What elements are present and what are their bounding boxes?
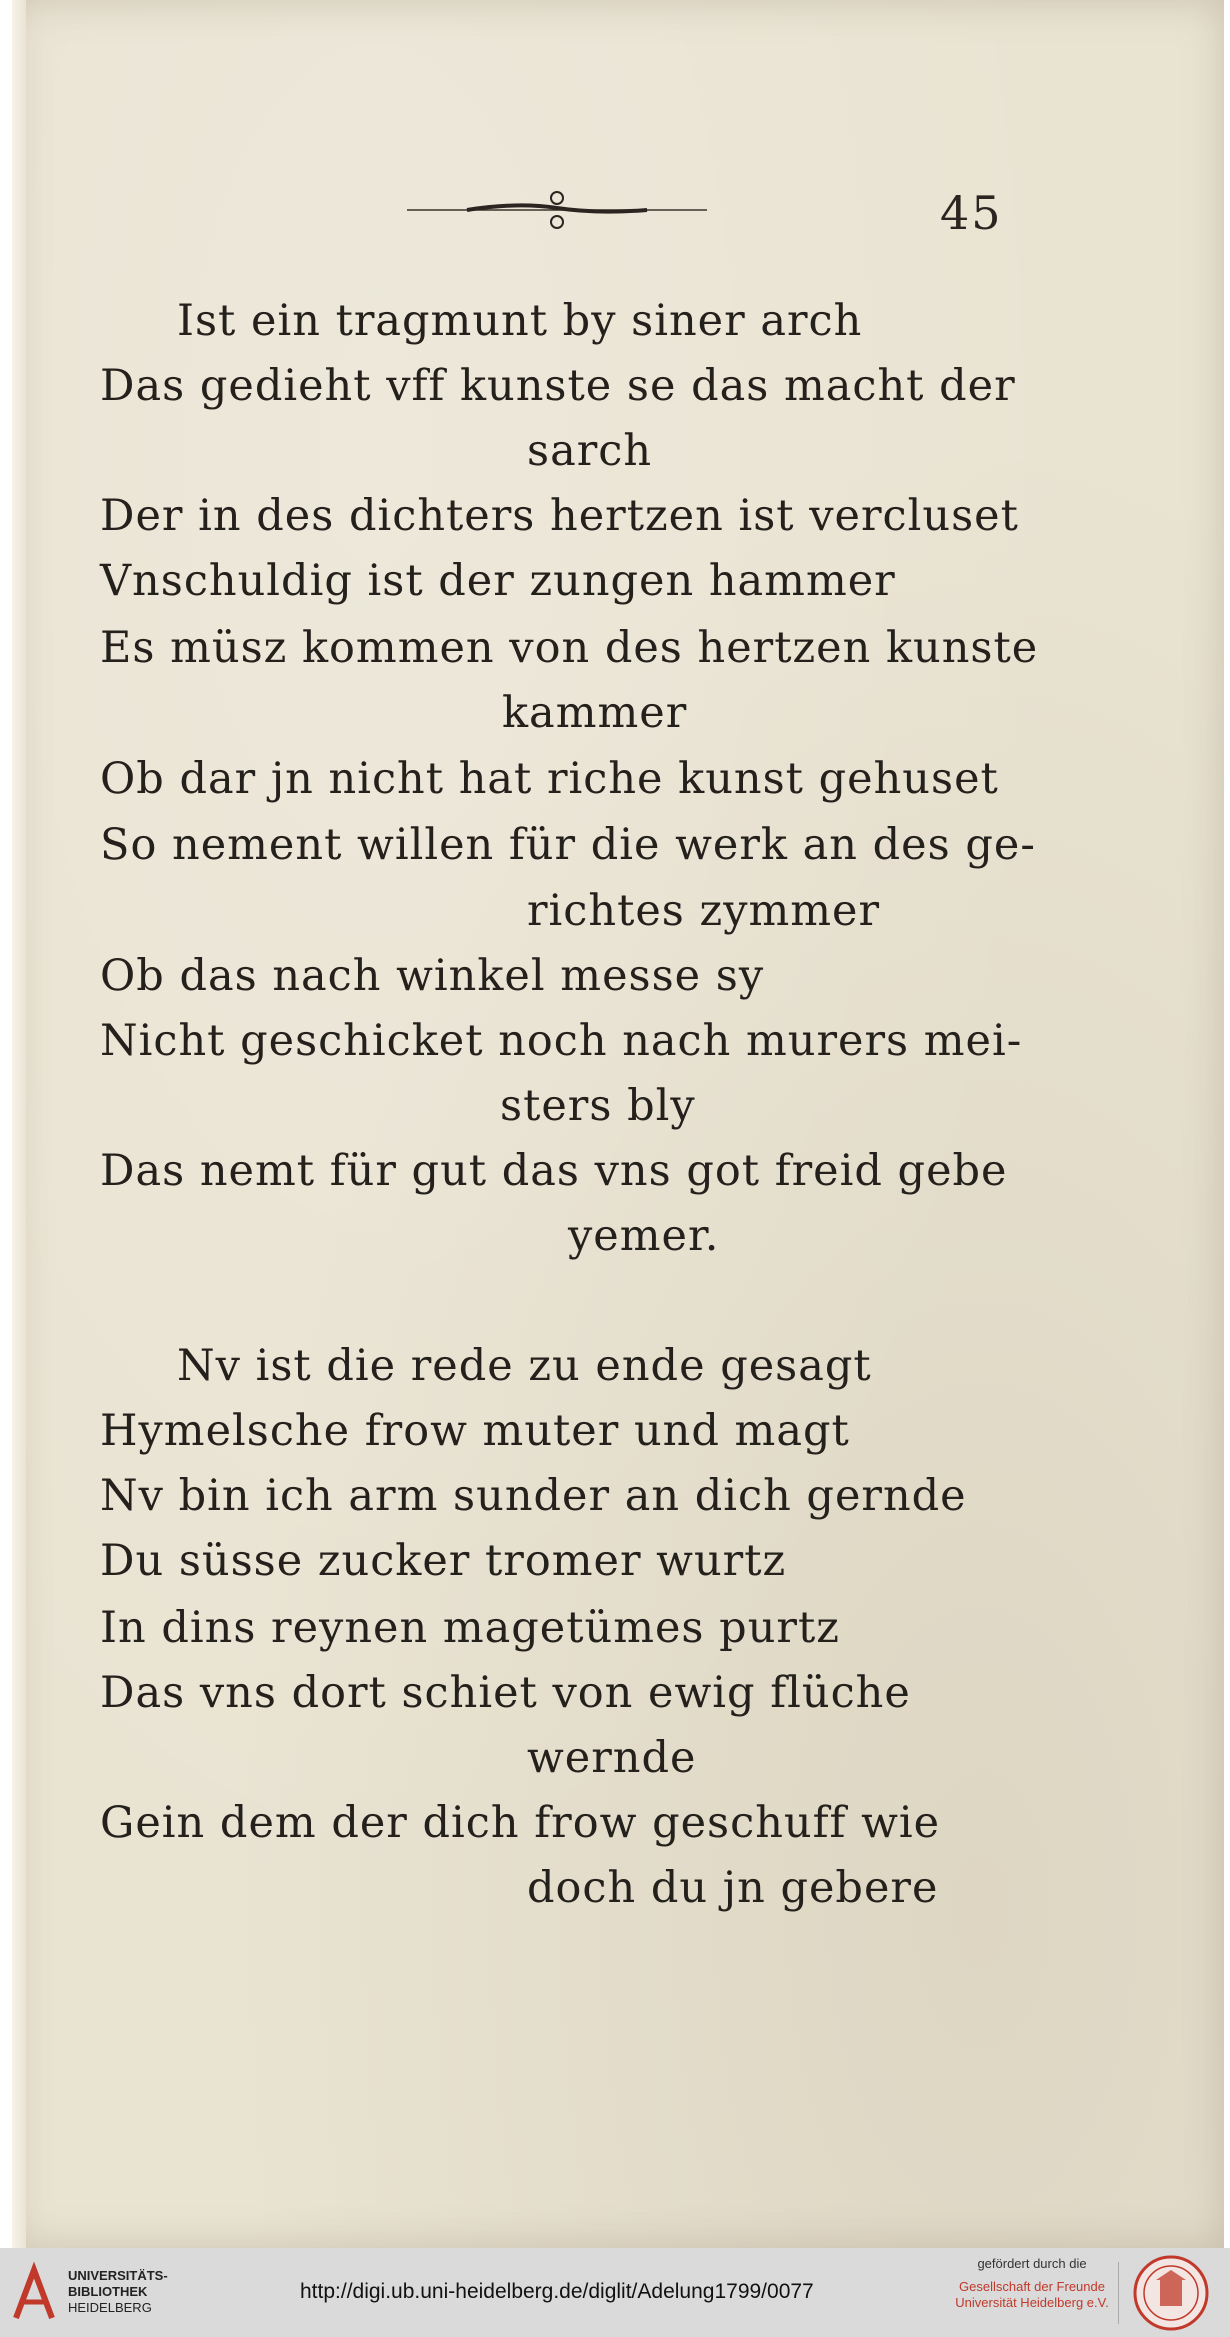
- library-logo-icon: [12, 2262, 56, 2322]
- verse-line: So nement willen für die werk an des ge-: [100, 820, 1036, 870]
- verse-line: Nv bin ich arm sunder an dich gernde: [100, 1471, 967, 1521]
- library-name-line1: UNIVERSITÄTS-: [68, 2268, 168, 2283]
- verse-line: sarch: [527, 426, 653, 476]
- page-number: 45: [940, 186, 1003, 240]
- verse-line: Hymelsche frow muter und magt: [100, 1406, 850, 1456]
- verse-line: Nv ist die rede zu ende gesagt: [177, 1341, 872, 1391]
- verse-line: Ob dar jn nicht hat riche kunst gehuset: [100, 754, 999, 804]
- verse-line: Vnschuldig ist der zungen hammer: [100, 556, 896, 606]
- library-name-line2: BIBLIOTHEK: [68, 2284, 148, 2299]
- verse-line: kammer: [502, 688, 688, 738]
- sponsor-block: [952, 2256, 1112, 2311]
- sponsor-name-line1: Gesellschaft der Freunde: [959, 2279, 1105, 2294]
- verse-line: Das gedieht vff kunste se das macht der: [100, 361, 1016, 411]
- library-name: [68, 2268, 168, 2316]
- verse-line: Gein dem der dich frow geschuff wie: [100, 1798, 941, 1848]
- verse-line: Es müsz kommen von des hertzen kunste: [100, 623, 1039, 673]
- sponsor-name-line2: Universität Heidelberg e.V.: [955, 2295, 1109, 2310]
- page-edge: [12, 0, 26, 2248]
- verse-line: yemer.: [568, 1211, 720, 1261]
- verse-line: In dins reynen magetümes purtz: [100, 1603, 840, 1653]
- verse-line: Du süsse zucker tromer wurtz: [100, 1536, 787, 1586]
- verse-line: doch du jn gebere: [527, 1863, 939, 1913]
- verse-line: Ob das nach winkel messe sy: [100, 951, 765, 1001]
- library-name-line3: HEIDELBERG: [68, 2300, 152, 2315]
- verse-line: sters bly: [500, 1081, 696, 1131]
- footer-divider: [1118, 2262, 1119, 2324]
- footer-bar: [0, 2248, 1230, 2337]
- ornament-divider: [407, 186, 707, 236]
- scanned-page: [12, 0, 1224, 2248]
- verse-line: Nicht geschicket noch nach murers mei-: [100, 1016, 1023, 1066]
- verse-line: wernde: [527, 1733, 697, 1783]
- verse-line: Das vns dort schiet von ewig flüche: [100, 1668, 911, 1718]
- verse-line: richtes zymmer: [527, 886, 881, 936]
- verse-line: Der in des dichters hertzen ist vercluset: [100, 491, 1019, 541]
- verse-line: Ist ein tragmunt by siner arch: [177, 296, 863, 346]
- university-seal-icon: [1132, 2254, 1210, 2332]
- verse-line: Das nemt für gut das vns got freid gebe: [100, 1146, 1008, 1196]
- permalink-url[interactable]: http://digi.ub.uni-heidelberg.de/diglit/Adelung1799/0077: [300, 2280, 814, 2303]
- sponsor-label: gefördert durch die: [977, 2256, 1087, 2271]
